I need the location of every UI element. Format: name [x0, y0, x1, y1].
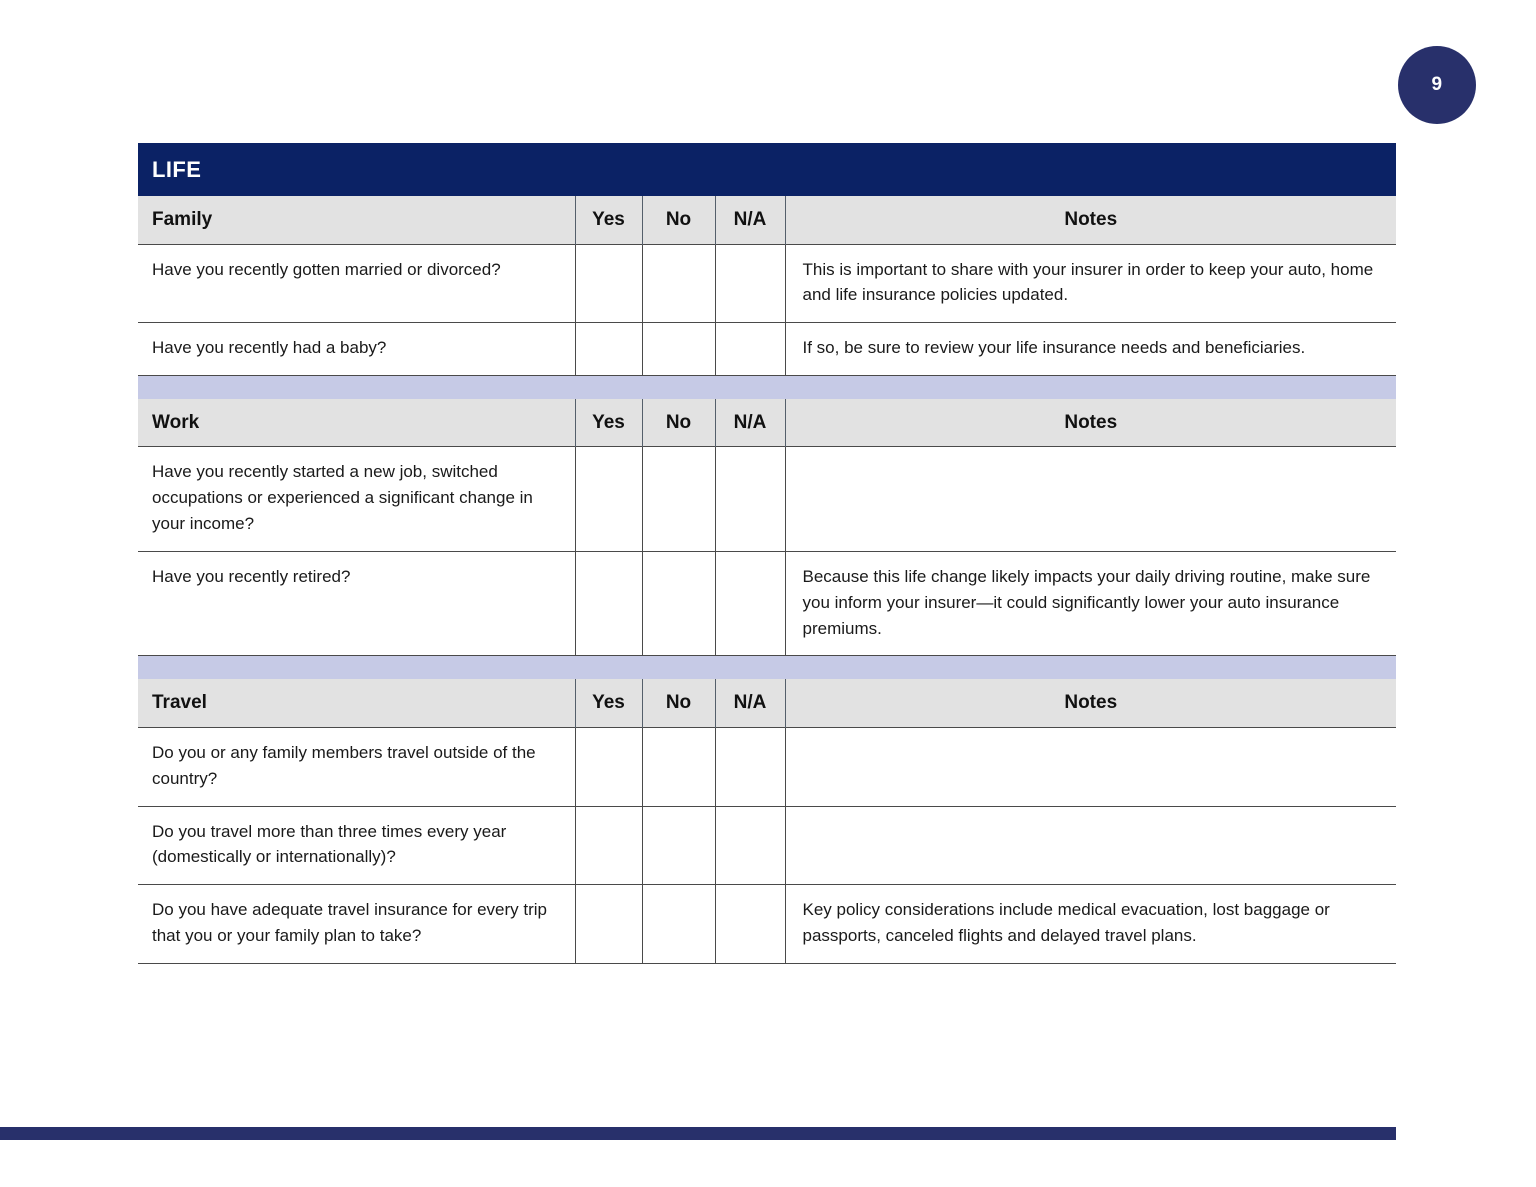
page-number-label: 9	[1431, 74, 1443, 95]
question-text: Do you have adequate travel insurance for every trip that you or your family plan to take?	[138, 885, 575, 964]
section-band-life	[138, 143, 1396, 196]
checkbox-cell-no[interactable]	[642, 885, 715, 964]
notes-text: This is important to share with your insurer in order to keep your auto, home and life insurance policies updated.	[785, 244, 1396, 323]
section-spacer	[138, 656, 1396, 680]
checkbox-cell-yes[interactable]	[575, 244, 642, 323]
section-label-family: Family	[138, 196, 575, 244]
checkbox-cell-na[interactable]	[715, 806, 785, 885]
checkbox-cell-na[interactable]	[715, 885, 785, 964]
section-label-travel: Travel	[138, 679, 575, 727]
page-number-badge	[1398, 46, 1476, 124]
column-header-yes: Yes	[575, 679, 642, 727]
column-header-na: N/A	[715, 196, 785, 244]
checklist-table	[138, 196, 1396, 964]
checkbox-cell-yes[interactable]	[575, 806, 642, 885]
checkbox-cell-yes[interactable]	[575, 447, 642, 551]
checkbox-cell-no[interactable]	[642, 806, 715, 885]
checkbox-cell-na[interactable]	[715, 244, 785, 323]
column-header-notes: Notes	[785, 679, 1396, 727]
checkbox-cell-yes[interactable]	[575, 885, 642, 964]
question-text: Have you recently started a new job, switched occupations or experienced a significant change in your income?	[138, 447, 575, 551]
footer-rule	[0, 1127, 1396, 1140]
question-text: Have you recently had a baby?	[138, 323, 575, 376]
table-row	[138, 323, 1396, 376]
checkbox-cell-yes[interactable]	[575, 323, 642, 376]
section-header-family	[138, 196, 1396, 244]
table-row	[138, 447, 1396, 551]
notes-text: Because this life change likely impacts your daily driving routine, make sure you inform your insurer—it could significantly lower your auto insurance premiums.	[785, 551, 1396, 655]
checkbox-cell-yes[interactable]	[575, 551, 642, 655]
question-text: Do you or any family members travel outside of the country?	[138, 727, 575, 806]
column-header-notes: Notes	[785, 399, 1396, 447]
checkbox-cell-na[interactable]	[715, 323, 785, 376]
checkbox-cell-na[interactable]	[715, 727, 785, 806]
checkbox-cell-no[interactable]	[642, 447, 715, 551]
checkbox-cell-no[interactable]	[642, 244, 715, 323]
notes-text	[785, 806, 1396, 885]
checkbox-cell-no[interactable]	[642, 551, 715, 655]
column-header-yes: Yes	[575, 399, 642, 447]
checkbox-cell-no[interactable]	[642, 323, 715, 376]
column-header-no: No	[642, 679, 715, 727]
column-header-no: No	[642, 196, 715, 244]
column-header-yes: Yes	[575, 196, 642, 244]
section-spacer-fill	[138, 375, 1396, 399]
table-row	[138, 727, 1396, 806]
question-text: Have you recently retired?	[138, 551, 575, 655]
column-header-notes: Notes	[785, 196, 1396, 244]
notes-text: If so, be sure to review your life insurance needs and beneficiaries.	[785, 323, 1396, 376]
section-header-travel	[138, 679, 1396, 727]
column-header-na: N/A	[715, 399, 785, 447]
life-checklist	[138, 143, 1396, 964]
table-row	[138, 885, 1396, 964]
column-header-na: N/A	[715, 679, 785, 727]
band-title-label: LIFE	[152, 156, 202, 182]
checkbox-cell-no[interactable]	[642, 727, 715, 806]
table-row	[138, 806, 1396, 885]
checkbox-cell-yes[interactable]	[575, 727, 642, 806]
section-header-work	[138, 399, 1396, 447]
checkbox-cell-na[interactable]	[715, 447, 785, 551]
notes-text	[785, 727, 1396, 806]
checkbox-cell-na[interactable]	[715, 551, 785, 655]
question-text: Have you recently gotten married or divorced?	[138, 244, 575, 323]
section-spacer-fill	[138, 656, 1396, 680]
question-text: Do you travel more than three times every year (domestically or internationally)?	[138, 806, 575, 885]
section-spacer	[138, 375, 1396, 399]
table-row	[138, 244, 1396, 323]
notes-text: Key policy considerations include medical evacuation, lost baggage or passports, canceled flights and delayed travel plans.	[785, 885, 1396, 964]
table-row	[138, 551, 1396, 655]
column-header-no: No	[642, 399, 715, 447]
section-label-work: Work	[138, 399, 575, 447]
notes-text	[785, 447, 1396, 551]
